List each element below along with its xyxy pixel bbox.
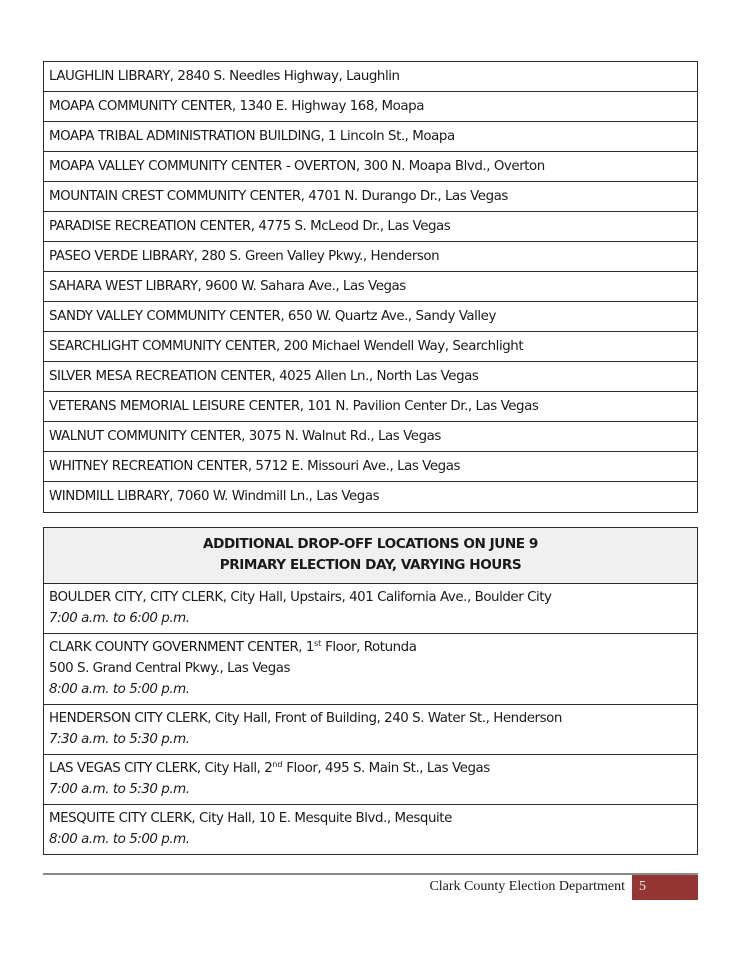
footer-divider [43,873,698,875]
location-address: BOULDER CITY, CITY CLERK, City Hall, Upstairs, 401 California Ave., Boulder City [49,590,552,605]
ordinal-suffix: nd [272,760,283,769]
drop-off-row [44,755,697,805]
address-text: Floor, Rotunda [321,640,417,655]
location-row: WINDMILL LIBRARY, 7060 W. Windmill Ln., Las Vegas [49,489,380,504]
ordinal-suffix: st [314,639,322,648]
location-hours: 8:00 a.m. to 5:00 p.m. [49,682,190,697]
location-hours: 7:00 a.m. to 6:00 p.m. [49,611,190,626]
table-header [44,528,697,584]
header-line-2: PRIMARY ELECTION DAY, VARYING HOURS [219,557,522,573]
location-address: MESQUITE CITY CLERK, City Hall, 10 E. Mesquite Blvd., Mesquite [49,811,452,826]
location-hours: 7:30 a.m. to 5:30 p.m. [49,732,190,747]
locations-table [43,61,698,513]
location-address [49,637,697,658]
drop-off-row [44,705,697,755]
drop-off-row [44,805,697,854]
drop-off-row [44,584,697,634]
location-row: WHITNEY RECREATION CENTER, 5712 E. Missouri Ave., Las Vegas [44,452,697,482]
address-text: Floor, 495 S. Main St., Las Vegas [282,761,490,776]
location-row: PASEO VERDE LIBRARY, 280 S. Green Valley Pkwy., Henderson [44,242,697,272]
location-address [49,758,697,779]
additional-locations-table [43,527,698,855]
location-row: MOAPA COMMUNITY CENTER, 1340 E. Highway 168, Moapa [44,92,697,122]
location-row: SAHARA WEST LIBRARY, 9600 W. Sahara Ave., Las Vegas [44,272,697,302]
location-row: MOAPA VALLEY COMMUNITY CENTER - OVERTON, 300 N. Moapa Blvd., Overton [44,152,697,182]
location-row: PARADISE RECREATION CENTER, 4775 S. McLeod Dr., Las Vegas [44,212,697,242]
location-row: MOUNTAIN CREST COMMUNITY CENTER, 4701 N. Durango Dr., Las Vegas [44,182,697,212]
location-row: WALNUT COMMUNITY CENTER, 3075 N. Walnut Rd., Las Vegas [44,422,697,452]
location-address-line-2: 500 S. Grand Central Pkwy., Las Vegas [49,661,291,676]
location-row: SANDY VALLEY COMMUNITY CENTER, 650 W. Quartz Ave., Sandy Valley [44,302,697,332]
location-row: MOAPA TRIBAL ADMINISTRATION BUILDING, 1 Lincoln St., Moapa [44,122,697,152]
location-row: SILVER MESA RECREATION CENTER, 4025 Allen Ln., North Las Vegas [44,362,697,392]
drop-off-row [44,634,697,705]
address-text: LAS VEGAS CITY CLERK, City Hall, 2 [49,761,273,776]
footer-department: Clark County Election Department [429,879,625,894]
location-row: VETERANS MEMORIAL LEISURE CENTER, 101 N. Pavilion Center Dr., Las Vegas [44,392,697,422]
location-row: SEARCHLIGHT COMMUNITY CENTER, 200 Michael Wendell Way, Searchlight [44,332,697,362]
location-hours: 8:00 a.m. to 5:00 p.m. [49,832,190,847]
address-text: CLARK COUNTY GOVERNMENT CENTER, 1 [49,640,314,655]
location-row: LAUGHLIN LIBRARY, 2840 S. Needles Highway, Laughlin [44,62,697,92]
location-hours: 7:00 a.m. to 5:30 p.m. [49,782,190,797]
header-line-1: ADDITIONAL DROP-OFF LOCATIONS ON JUNE 9 [203,536,538,552]
page-number: 5 [632,875,698,900]
location-address: HENDERSON CITY CLERK, City Hall, Front of Building, 240 S. Water St., Henderson [49,711,562,726]
